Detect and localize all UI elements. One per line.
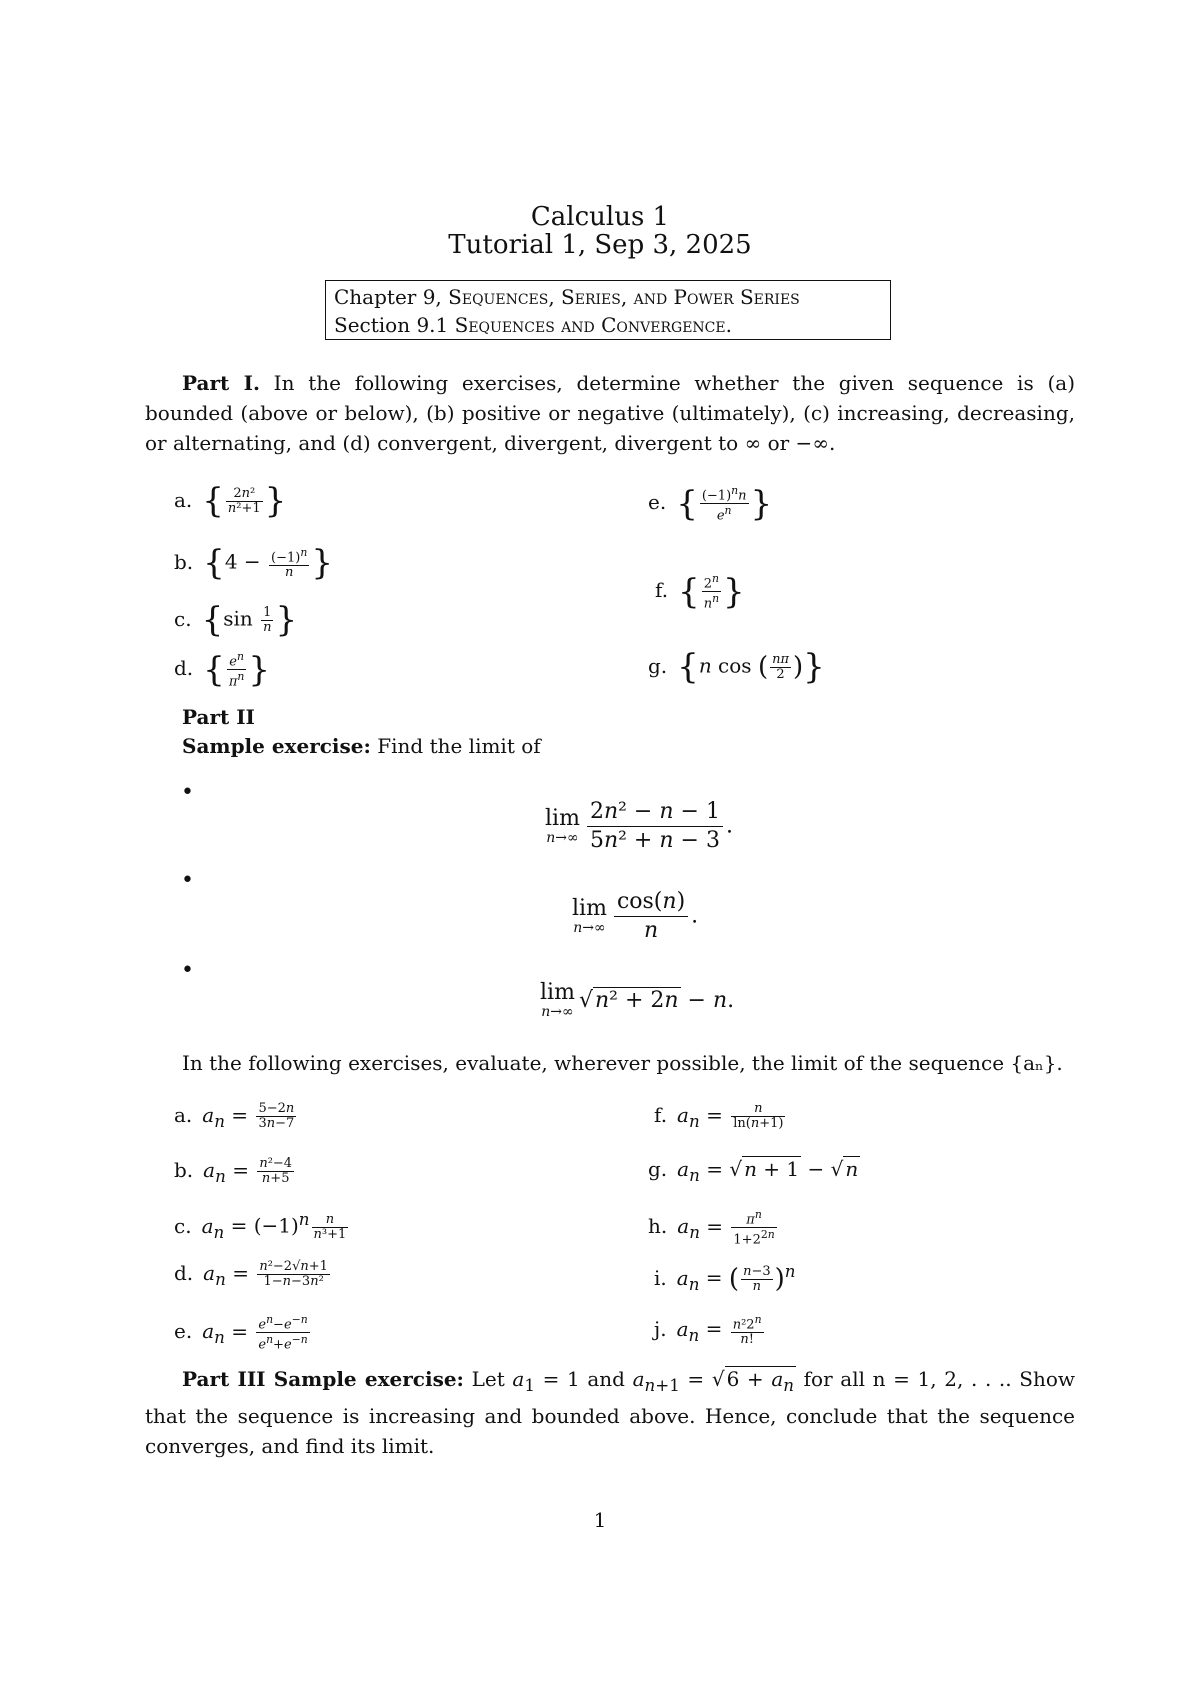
- bullet-3: •: [181, 958, 194, 983]
- limit-3: lim n→∞ √n² + 2n − n.: [540, 980, 735, 1020]
- part1-item-d: d. { $\frac{e^n}{\pi^n}$ }: [174, 649, 270, 690]
- part1-heading: Part I.: [182, 371, 260, 395]
- part1-item-g: g. {n cos ( $\frac{n\pi}{2}$ )}: [648, 647, 825, 687]
- part2-item-j: j. $a_n$ = $\frac{n^22^n}{n!}$: [654, 1313, 762, 1348]
- limit-2: lim n→∞ $\frac{\cos(n)}{n}$ .: [572, 889, 699, 943]
- part2-item-h: h. $a_n$ = $\frac{\pi^n}{1+2^{2n}}$: [648, 1208, 775, 1248]
- page-number: 1: [593, 1508, 607, 1532]
- limit-1: lim n→∞ $\frac{\text{2n² − n − 1}}{\text{5n² + n − 3}}$ .: [545, 799, 733, 853]
- part1-item-b: b. {4 − $\frac{(-1)^n}{n}$ }: [174, 543, 333, 584]
- bullet-1: •: [181, 780, 194, 805]
- section-line: Section 9.1 Sequences and Convergence.: [334, 313, 732, 337]
- part2-heading: Part II: [182, 705, 255, 729]
- course-title: Calculus 1: [530, 202, 670, 232]
- bullet-2: •: [181, 868, 194, 893]
- part2-sample: Sample exercise: Find the limit of: [182, 734, 541, 758]
- part2-item-e: e. $a_n$ = $\frac{e^n-e^{-n}}{e^n+e^{-n}}$: [174, 1313, 308, 1353]
- part2-item-c: c. $a_n = (-1)^n$ $\frac{n}{\text{n³+1}}$: [174, 1210, 347, 1242]
- part2-item-g: g. $a_n$ = √ n + 1 − √ n: [648, 1157, 859, 1185]
- part1-item-e: e. { $\frac{(-1)^nn}{e^n}$ }: [648, 483, 773, 524]
- part1-item-c: c. {sin $\frac{1}{n}$ }: [174, 600, 298, 640]
- part2-item-i: i. $a_n$ = ( $\frac{n-3}{n}$ )$^n$: [654, 1262, 796, 1295]
- chapter-line: Chapter 9, Sequences, Series, and Power Series: [334, 285, 800, 309]
- tutorial-title: Tutorial 1, Sep 3, 2025: [448, 230, 752, 260]
- part1-item-a: a. { $\frac{\text{2n²}}{\text{n²+1}}$ }: [174, 481, 287, 521]
- part2-item-d: d. $a_n$ = $\frac{\text{n²−2√n+1}}{\text{1−n−3n²}}$: [174, 1259, 328, 1289]
- part2-item-f: f. $a_n$ = $\frac{n}{\ln(n+1)}$: [654, 1101, 784, 1131]
- part1-item-f: f. { $\frac{2^n}{n^n}$ }: [655, 571, 745, 612]
- part2-item-b: b. $a_n$ = $\frac{\text{n²−4}}{n+5}$: [174, 1156, 293, 1186]
- part1-instructions: Part I. In the following exercises, determine whether the given sequence is (a) bounded (above or below), (b) positive or negative (ultimately), (c) increasing, decreasing, or alternating, and (d) convergent, divergent, divergent to ∞ or −∞.: [145, 371, 1075, 455]
- part2-item-a: a. $a_n$ = $\frac{5-2n}{3n-7}$: [174, 1101, 295, 1131]
- chapter-box: [325, 280, 891, 340]
- part2-exercises-intro: In the following exercises, evaluate, wherever possible, the limit of the sequence {aₙ}.: [182, 1051, 1063, 1075]
- part3-exercise: Part III Sample exercise: Let $a_1 = 1$ and $a_{n+1}$ = √ $6 + a_n$ for all n = 1, 2, . . .. Show that the sequence is increasing and bounded above. Hence, conclude that the sequence converges, and find its limit.: [145, 1367, 1076, 1458]
